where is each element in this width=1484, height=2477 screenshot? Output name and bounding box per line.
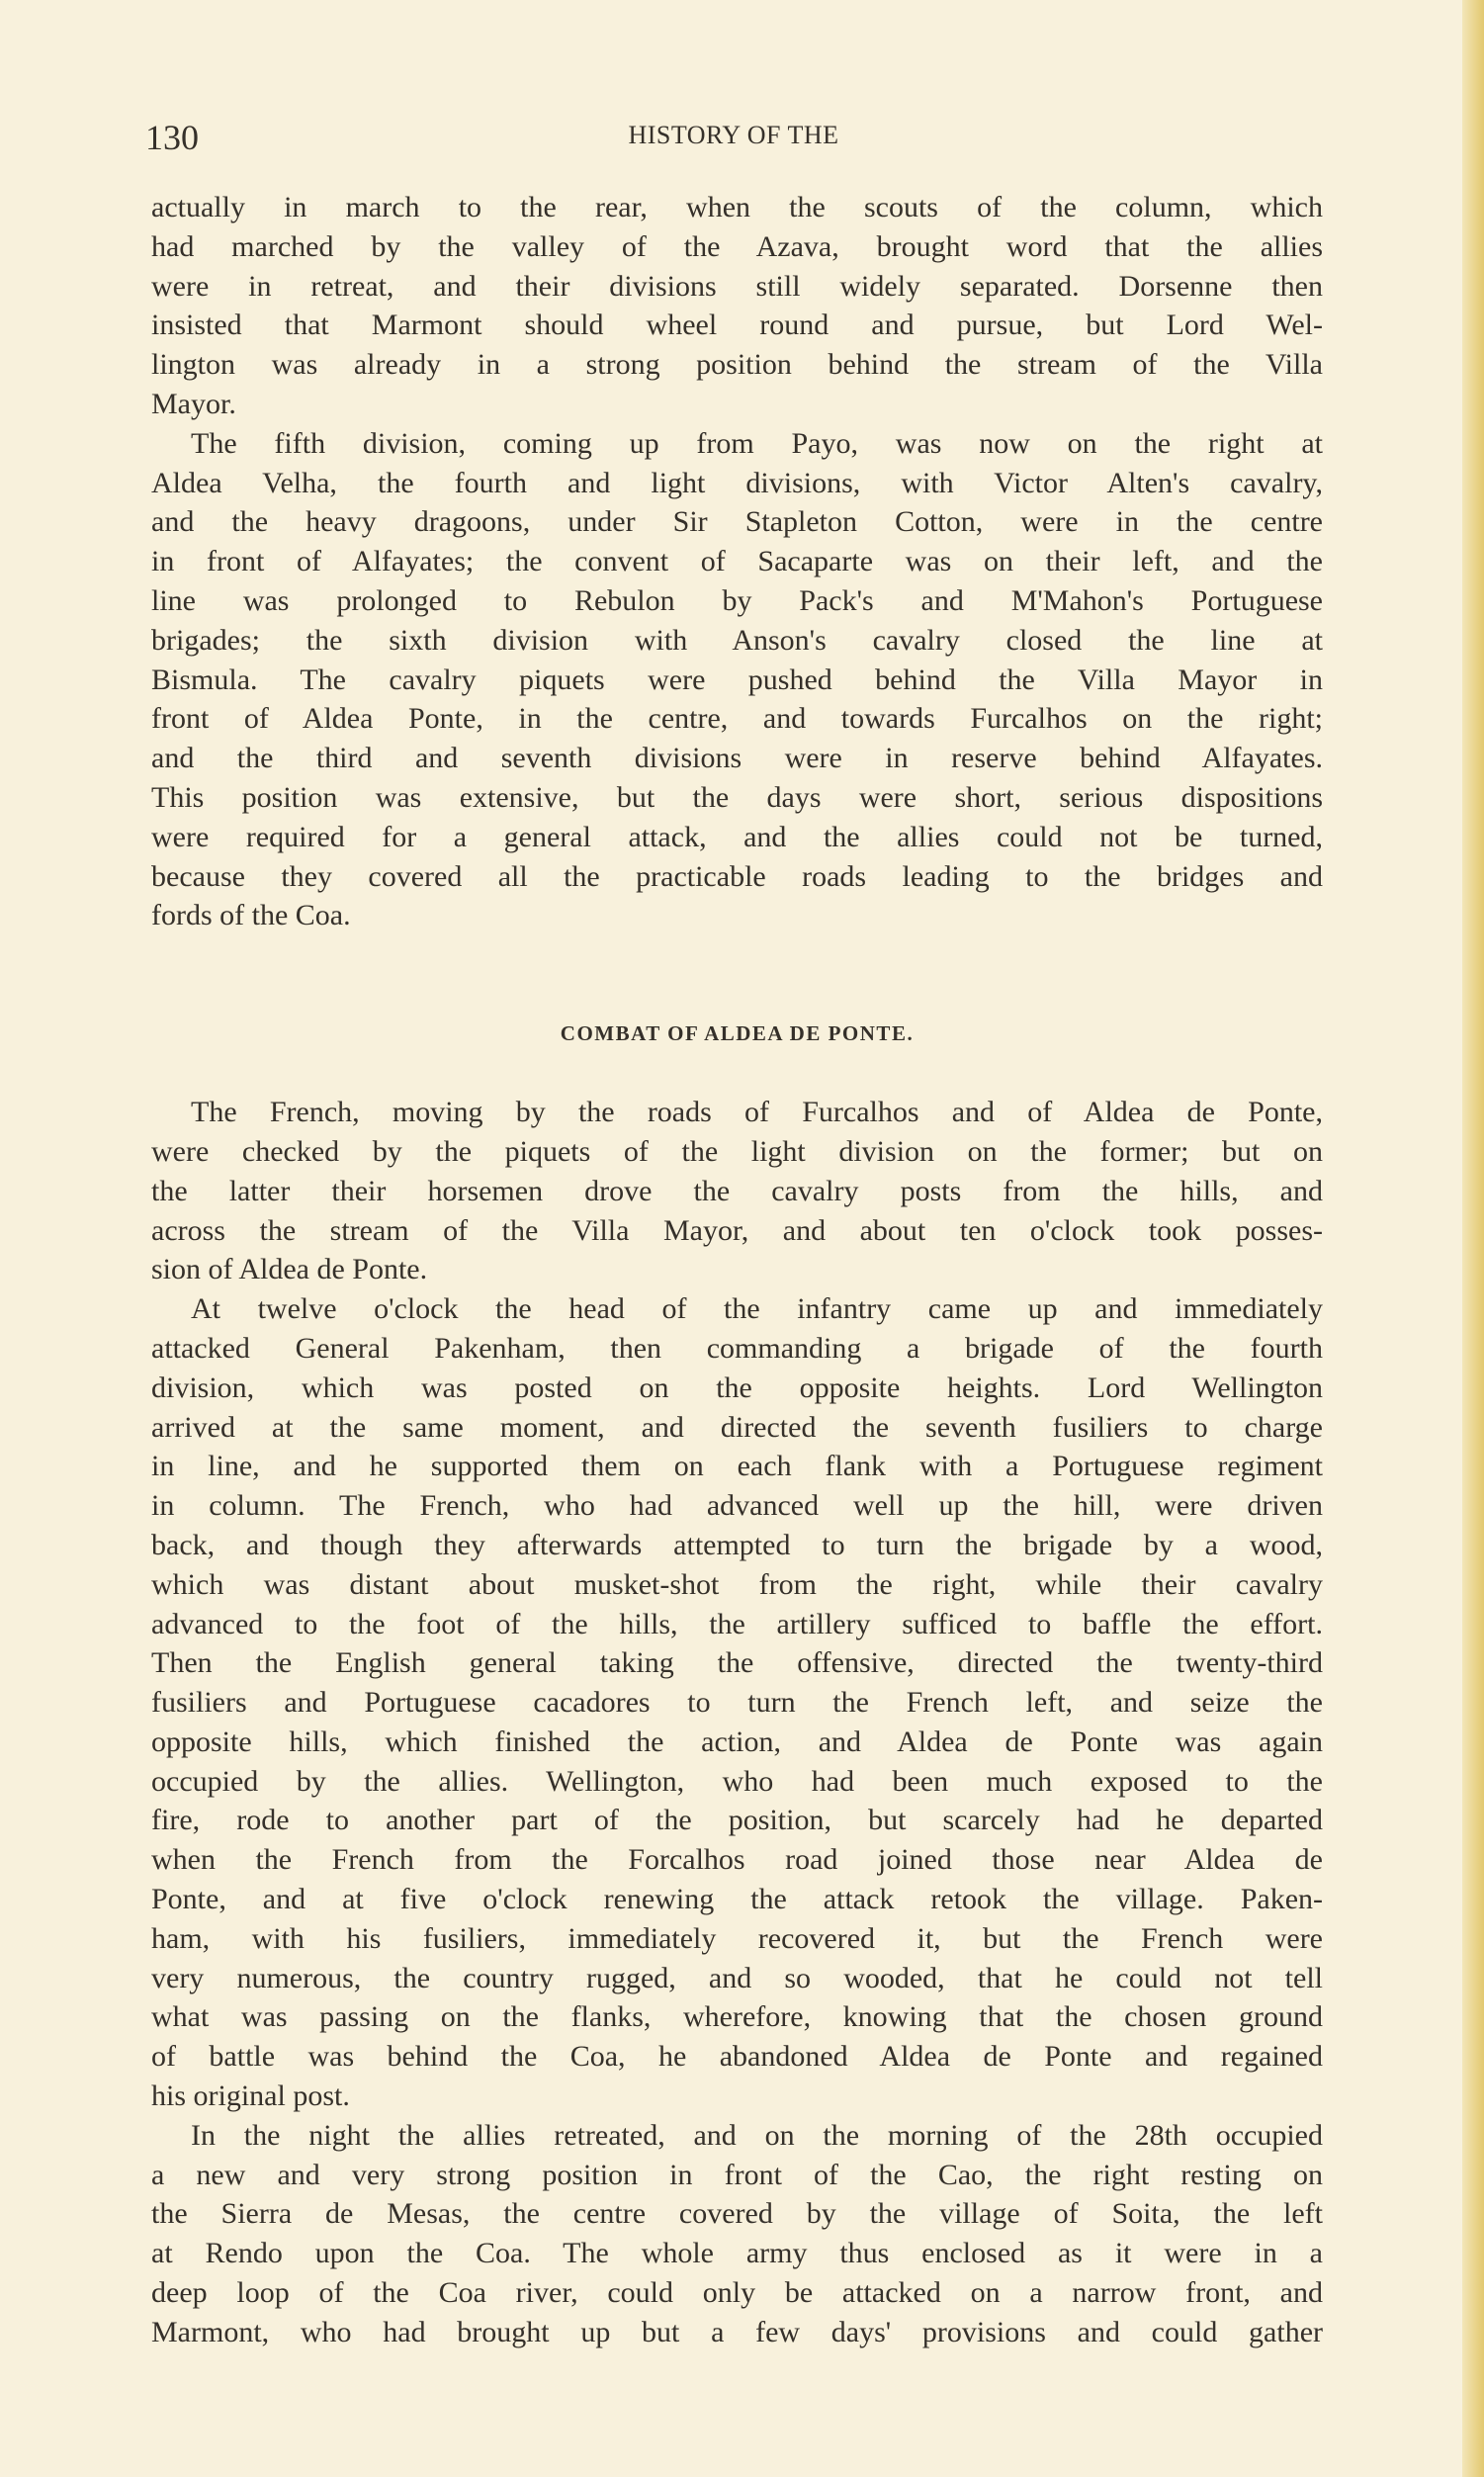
text-line: lington was already in a strong position behind the stream of the Villa bbox=[151, 348, 1323, 382]
text-line: advanced to the foot of the hills, the artillery sufficed to baffle the effort. bbox=[151, 1607, 1323, 1640]
text-line: across the stream of the Villa Mayor, and about ten o'clock took posses- bbox=[151, 1213, 1323, 1247]
text-line: of battle was behind the Coa, he abandoned Aldea de Ponte and regained bbox=[151, 2040, 1323, 2074]
text-line: actually in march to the rear, when the scouts of the column, which bbox=[151, 191, 1323, 223]
text-line: Marmont, who had brought up but a few days' provisions and could gather bbox=[151, 2315, 1323, 2348]
text-line: which was distant about musket-shot from the right, while their cavalry bbox=[151, 1567, 1323, 1601]
text-line: In the night the allies retreated, and on the morning of the 28th occupied bbox=[191, 2118, 1323, 2152]
paragraph bbox=[151, 424, 1323, 935]
text-line: and the heavy dragoons, under Sir Stapleton Cotton, were in the centre bbox=[151, 505, 1323, 539]
text-line: in column. The French, who had advanced well up the hill, were driven bbox=[151, 1489, 1323, 1523]
running-head: HISTORY OF THE bbox=[628, 121, 839, 149]
text-line: Bismula. The cavalry piquets were pushed behind the Villa Mayor in bbox=[151, 663, 1323, 696]
page-number: 130 bbox=[145, 118, 199, 157]
text-line: in line, and he supported them on each flank with a Portuguese regiment bbox=[151, 1450, 1323, 1483]
page-edge bbox=[1462, 0, 1484, 2477]
text-line: The French, moving by the roads of Furcalhos and of Aldea de Ponte, bbox=[191, 1096, 1323, 1129]
text-line: occupied by the allies. Wellington, who had been much exposed to the bbox=[151, 1764, 1323, 1798]
text-line: insisted that Marmont should wheel round and pursue, but Lord Wel- bbox=[151, 309, 1323, 342]
text-line: This position was extensive, but the days were short, serious dispositions bbox=[151, 780, 1323, 814]
paragraph bbox=[151, 2116, 1323, 2352]
paragraph bbox=[151, 188, 1323, 424]
text-line: brigades; the sixth division with Anson's cavalry closed the line at bbox=[151, 623, 1323, 657]
page-header bbox=[145, 117, 1322, 160]
text-line: the latter their horsemen drove the cavalry posts from the hills, and bbox=[151, 1174, 1323, 1207]
text-line: when the French from the Forcalhos road joined those near Aldea de bbox=[151, 1843, 1323, 1877]
text-line: what was passing on the flanks, wherefore, knowing that the chosen ground bbox=[151, 2000, 1323, 2034]
text-line: at Rendo upon the Coa. The whole army thus enclosed as it were in a bbox=[151, 2237, 1323, 2270]
text-line: Mayor. bbox=[151, 387, 236, 420]
text-line: fire, rode to another part of the position, but scarcely had he departed bbox=[151, 1804, 1323, 1837]
text-line: in front of Alfayates; the convent of Sacaparte was on their left, and the bbox=[151, 545, 1323, 578]
text-line: the Sierra de Mesas, the centre covered by the village of Soita, the left bbox=[151, 2197, 1323, 2231]
spacer bbox=[151, 935, 1323, 975]
text-line: sion of Aldea de Ponte. bbox=[151, 1253, 428, 1286]
text-line: front of Aldea Ponte, in the centre, and towards Furcalhos on the right; bbox=[151, 702, 1323, 736]
text-line: were checked by the piquets of the light division on the former; but on bbox=[151, 1134, 1323, 1168]
text-line: were in retreat, and their divisions still widely separated. Dorsenne then bbox=[151, 269, 1323, 303]
text-line: At twelve o'clock the head of the infantry came up and immediately bbox=[191, 1292, 1323, 1326]
text-line: attacked General Pakenham, then commanding a brigade of the fourth bbox=[151, 1331, 1323, 1365]
paragraph bbox=[151, 1093, 1323, 1289]
text-line: very numerous, the country rugged, and so wooded, that he could not tell bbox=[151, 1961, 1323, 1994]
text-line: back, and though they afterwards attempted to turn the brigade by a wood, bbox=[151, 1528, 1323, 1561]
text-line: division, which was posted on the opposite heights. Lord Wellington bbox=[151, 1371, 1323, 1404]
text-line: and the third and seventh divisions were in reserve behind Alfayates. bbox=[151, 742, 1323, 775]
text-line: Ponte, and at five o'clock renewing the attack retook the village. Paken- bbox=[151, 1883, 1323, 1916]
paragraph bbox=[151, 1289, 1323, 2116]
text-line: opposite hills, which finished the action, and Aldea de Ponte was again bbox=[151, 1725, 1323, 1758]
body-text bbox=[151, 188, 1323, 2352]
text-line: fusiliers and Portuguese cacadores to turn the French left, and seize the bbox=[151, 1686, 1323, 1720]
text-line: a new and very strong position in front of the Cao, the right resting on bbox=[151, 2158, 1323, 2191]
text-line: because they covered all the practicable roads leading to the bridges and bbox=[151, 859, 1323, 893]
text-line: The fifth division, coming up from Payo, was now on the right at bbox=[191, 426, 1323, 460]
text-line: arrived at the same moment, and directed the seventh fusiliers to charge bbox=[151, 1410, 1323, 1444]
text-line: deep loop of the Coa river, could only be attacked on a narrow front, and bbox=[151, 2276, 1323, 2310]
text-line: line was prolonged to Rebulon by Pack's and M'Mahon's Portuguese bbox=[151, 583, 1323, 617]
text-line: Aldea Velha, the fourth and light divisions, with Victor Alten's cavalry, bbox=[151, 466, 1323, 499]
section-heading: COMBAT OF ALDEA DE PONTE. bbox=[560, 1021, 915, 1046]
text-line: Then the English general taking the offensive, directed the twenty-third bbox=[151, 1646, 1323, 1680]
text-line: had marched by the valley of the Azava, brought word that the allies bbox=[151, 229, 1323, 263]
text-line: ham, with his fusiliers, immediately recovered it, but the French were bbox=[151, 1921, 1323, 1955]
text-line: were required for a general attack, and the allies could not be turned, bbox=[151, 820, 1323, 853]
text-line: his original post. bbox=[151, 2079, 350, 2113]
text-line: fords of the Coa. bbox=[151, 899, 351, 932]
